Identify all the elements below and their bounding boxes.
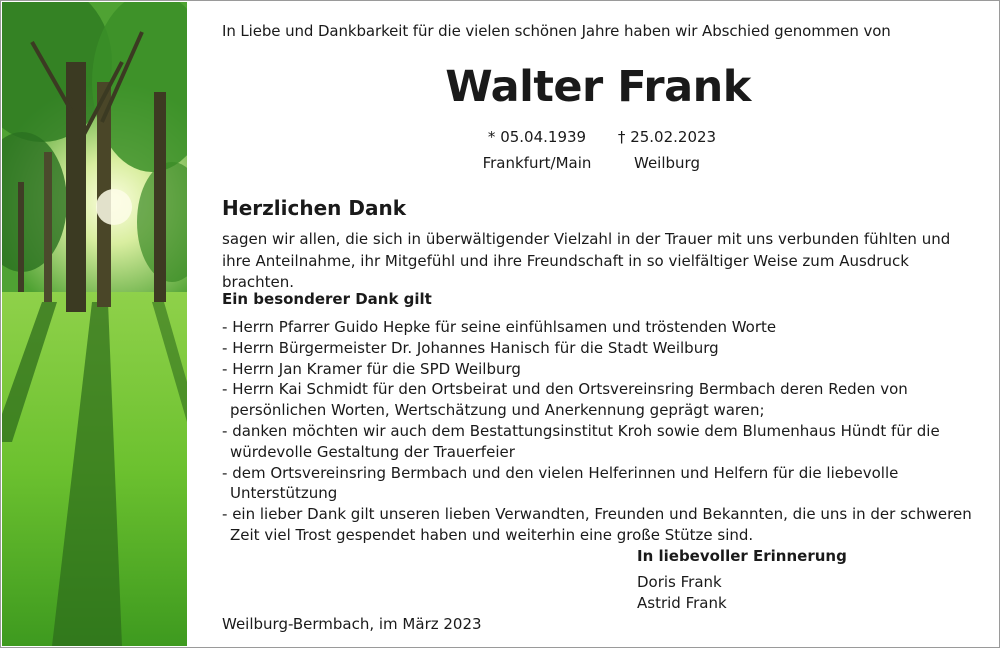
signatory-name: Astrid Frank bbox=[637, 594, 727, 612]
special-thanks-heading: Ein besonderer Dank gilt bbox=[222, 290, 432, 308]
park-trees-photo bbox=[2, 2, 187, 646]
signature-lead: In liebevoller Erinnerung bbox=[637, 547, 847, 565]
thanks-list-item: - dem Ortsvereinsring Bermbach und den vielen Helferinnen und Helfern für die liebevolle Unterstützung bbox=[222, 463, 992, 505]
death-place: Weilburg bbox=[634, 154, 700, 172]
thanks-list-item: - danken möchten wir auch dem Bestattungsinstitut Kroh sowie dem Blumenhaus Hündt für die würdevolle Gestaltung der Trauerfeier bbox=[222, 421, 992, 463]
thanks-list-item: - Herrn Jan Kramer für die SPD Weilburg bbox=[222, 359, 992, 380]
death-date: † 25.02.2023 bbox=[617, 128, 717, 146]
thanks-heading: Herzlichen Dank bbox=[222, 196, 407, 220]
park-trees-illustration bbox=[2, 2, 187, 646]
birth-place: Frankfurt/Main bbox=[482, 154, 592, 172]
thanks-paragraph: sagen wir allen, die sich in überwältigender Vielzahl in der Trauer mit uns verbunden fühlten und ihre Anteilnahme, ihr Mitgefühl und ihre Freundschaft in so vielfältiger Weise zum Ausdruck brachten. bbox=[222, 230, 951, 291]
thanks-list-item: - Herrn Pfarrer Guido Hepke für seine einfühlsamen und tröstenden Worte bbox=[222, 317, 992, 338]
intro-text: In Liebe und Dankbarkeit für die vielen schönen Jahre haben wir Abschied genommen von bbox=[222, 22, 891, 40]
signature-block bbox=[637, 546, 847, 615]
thanks-list-item: - Herrn Kai Schmidt für den Ortsbeirat und den Ortsvereinsring Bermbach deren Reden von persönlichen Worten, Wertschätzung und Anerkennung geprägt waren; bbox=[222, 379, 992, 421]
thanks-list bbox=[222, 317, 992, 546]
thanks-list-item: - Herrn Bürgermeister Dr. Johannes Hanisch für die Stadt Weilburg bbox=[222, 338, 992, 359]
notice-content bbox=[222, 0, 982, 648]
birth-date: * 05.04.1939 bbox=[487, 128, 587, 146]
birth-info bbox=[472, 124, 602, 176]
thanks-list-item: - ein lieber Dank gilt unseren lieben Verwandten, Freunden und Bekannten, die uns in der schweren Zeit viel Trost gespendet haben und weiterhin eine große Stütze sind. bbox=[222, 504, 992, 546]
deceased-name: Walter Frank bbox=[445, 62, 751, 112]
death-info bbox=[612, 124, 722, 176]
signatory-name: Doris Frank bbox=[637, 572, 722, 591]
place-date: Weilburg-Bermbach, im März 2023 bbox=[222, 615, 482, 633]
